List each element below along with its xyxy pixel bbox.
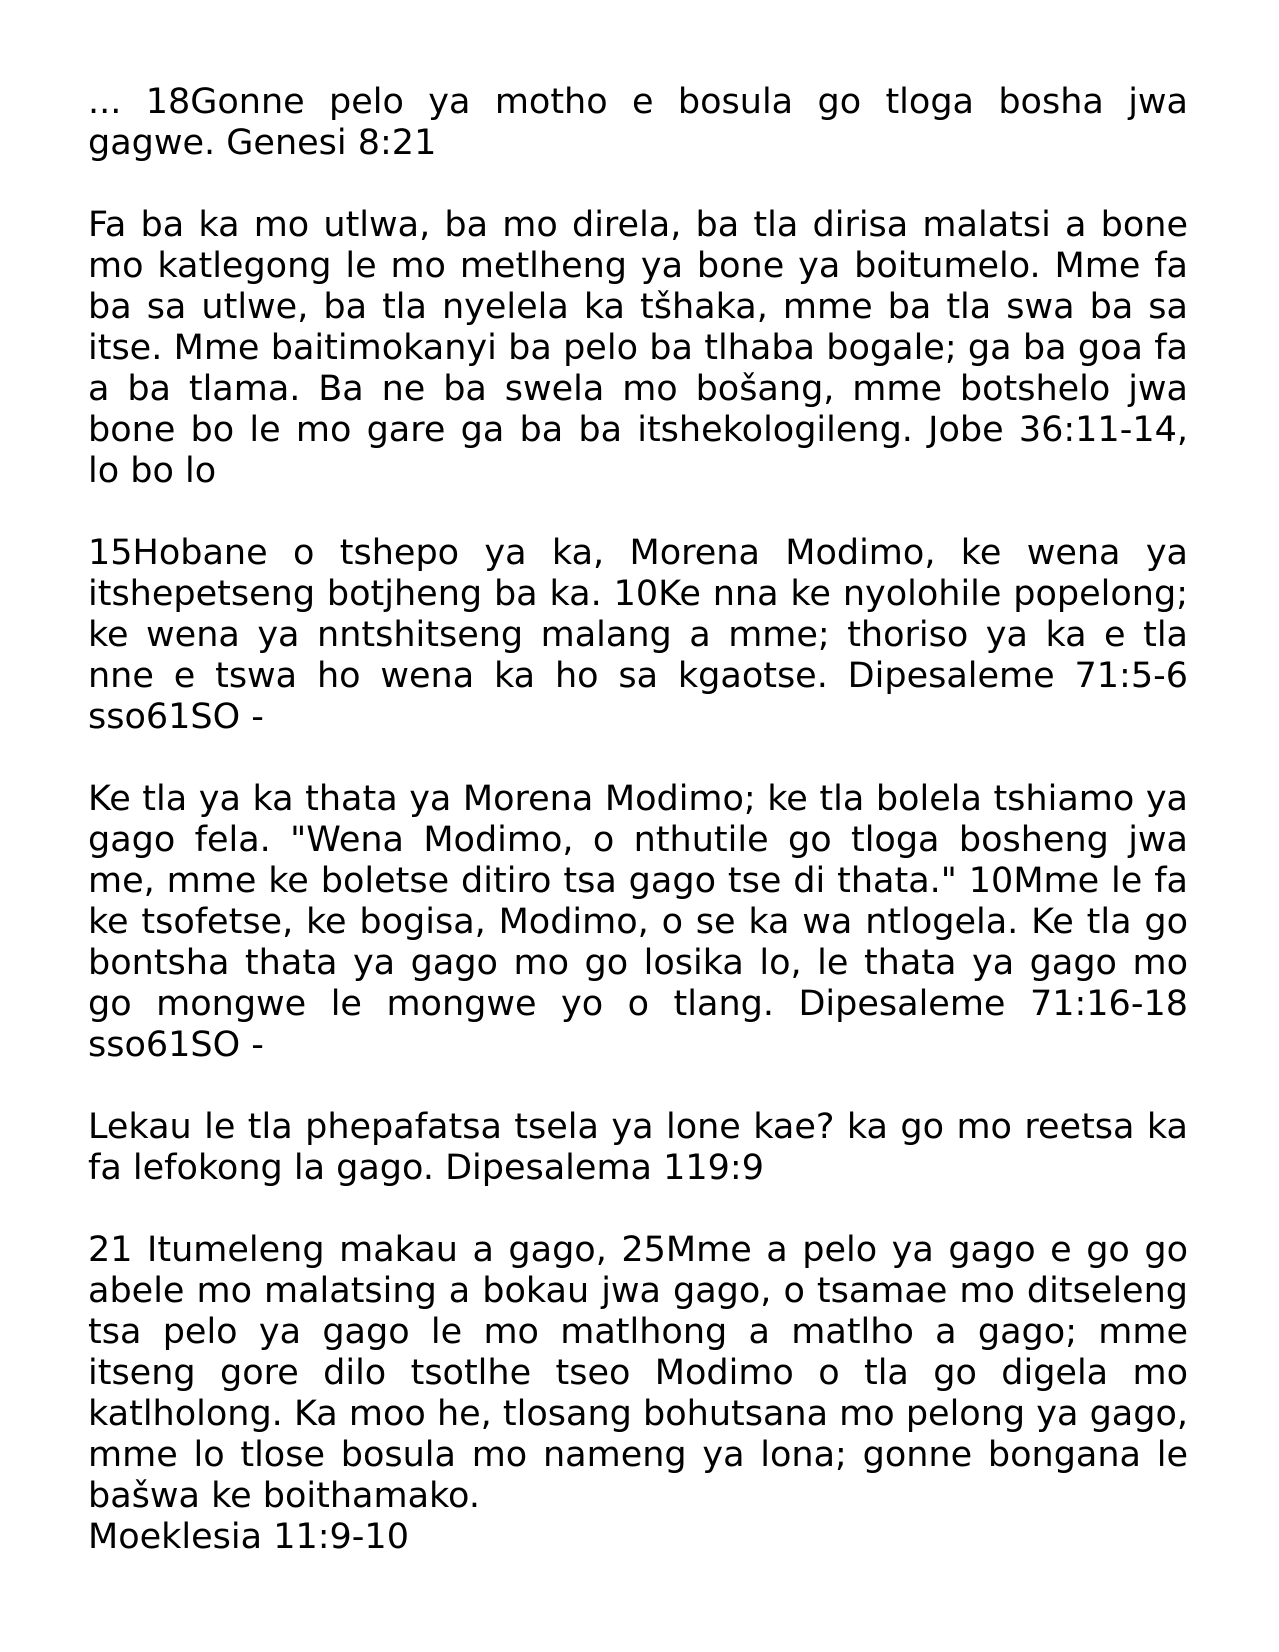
paragraph-dipesalema-119 [88,1107,1188,1189]
paragraph-reference: Moeklesia 11:9-10 [88,1517,409,1557]
paragraph-text: Ke tla ya ka thata ya Morena Modimo; ke tla bolela tshiamo ya gago fela. "Wena Modimo, o nthutile go tloga bosheng jwa me, mme ke boletse ditiro tsa gago tse di thata." 10Mme le fa ke tsofetse, ke bogisa, Modimo, o se ka wa ntlogela. Ke tla go bontsha thata ya gago mo go losika lo, le thata ya gago mo go mongwe le mongwe yo o tlang. Dipesaleme 71:16-18 sso61SO - [88,779,1188,1065]
paragraph-text: 15Hobane o tshepo ya ka, Morena Modimo, ke wena ya itshepetseng botjheng ba ka. 10Ke nna ke nyolohile popelong; ke wena ya nntshitseng malang a mme; thoriso ya ka e tla nne e tswa ho wena ka ho sa kgaotse. Dipesaleme 71:5-6 sso61SO - [88,533,1188,737]
document-page [88,82,1188,1558]
paragraph-text: Fa ba ka mo utlwa, ba mo direla, ba tla dirisa malatsi a bone mo katlegong le mo metlheng ya bone ya boitumelo. Mme fa ba sa utlwe, ba tla nyelela ka tšhaka, mme ba tla swa ba sa itse. Mme baitimokanyi ba pelo ba tlhaba bogale; ga ba goa fa a ba tlama. Ba ne ba swela mo bošang, mme botshelo jwa bone bo le mo gare ga ba ba itshekologileng. Jobe 36:11-14, lo bo lo [88,205,1188,491]
paragraph-genesis [88,82,1188,164]
paragraph-text: ... 18Gonne pelo ya motho e bosula go tloga bosha jwa gagwe. Genesi 8:21 [88,82,1188,163]
paragraph-text: 21 Itumeleng makau a gago, 25Mme a pelo ya gago e go go abele mo malatsing a bokau jwa gago, o tsamae mo ditseleng tsa pelo ya gago le mo matlhong a matlho a gago; mme itseng gore dilo tsotlhe tseo Modimo o tla go digela mo katlholong. Ka moo he, tlosang bohutsana mo pelong ya gago, mme lo tlose bosula mo nameng ya lona; gonne bongana le bašwa ke boithamako. [88,1230,1188,1516]
paragraph-jobe [88,205,1188,492]
paragraph-text: Lekau le tla phepafatsa tsela ya lone kae? ka go mo reetsa ka fa lefokong la gago. Dipesalema 119:9 [88,1107,1188,1188]
paragraph-dipesaleme-71-5 [88,533,1188,738]
paragraph-dipesaleme-71-16 [88,779,1188,1066]
paragraph-moeklesia [88,1230,1188,1558]
